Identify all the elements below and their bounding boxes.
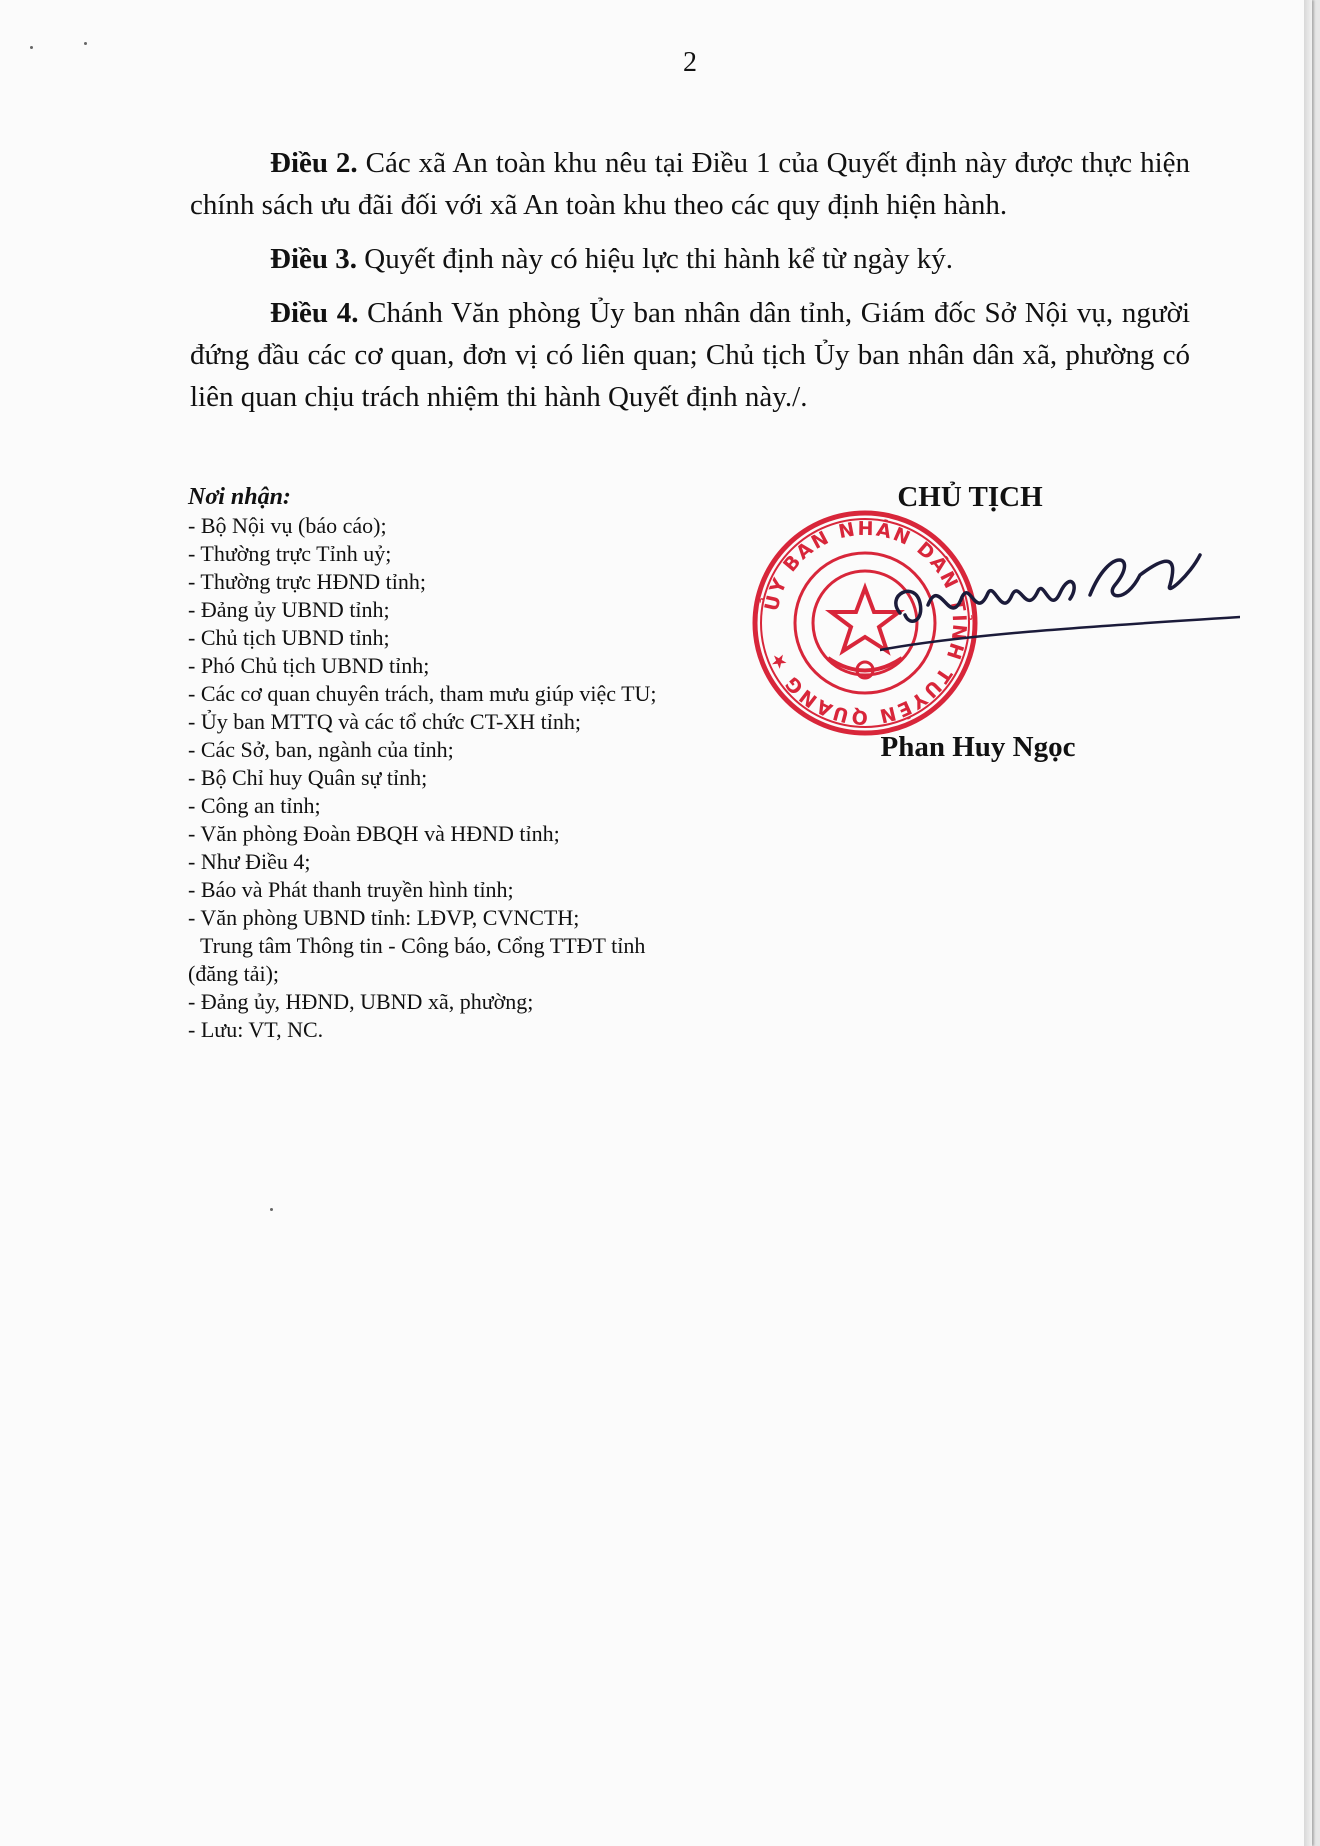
article-3	[190, 238, 1190, 280]
recipient-item: - Thường trực Tỉnh uỷ;	[188, 541, 392, 566]
article-text: Các xã An toàn khu nêu tại Điều 1 của Quyết định này được thực hiện chính sách ưu đãi đối với xã An toàn khu theo các quy định hiện hành.	[190, 147, 1190, 221]
scan-speck	[270, 1208, 273, 1211]
recipient-item: - Lưu: VT, NC.	[188, 1017, 324, 1042]
recipient-item: - Đảng ủy UBND tỉnh;	[188, 597, 390, 622]
recipient-item: - Thường trực HĐND tỉnh;	[188, 569, 426, 594]
article-label: Điều 3.	[270, 243, 357, 275]
article-2	[190, 142, 1190, 226]
recipient-item: Trung tâm Thông tin - Công báo, Cổng TTĐT tỉnh	[200, 933, 646, 958]
recipient-item: - Bộ Chỉ huy Quân sự tỉnh;	[188, 765, 428, 790]
recipient-item: - Các cơ quan chuyên trách, tham mưu giúp việc TU;	[188, 681, 657, 706]
recipients-block	[188, 482, 748, 1044]
article-text: Chánh Văn phòng Ủy ban nhân dân tỉnh, Giám đốc Sở Nội vụ, người đứng đầu các cơ quan, đơn vị có liên quan; Chủ tịch Ủy ban nhân dân xã, phường có liên quan chịu trách nhiệm thi hành Quyết định này./.	[190, 297, 1190, 413]
signer-name: Phan Huy Ngọc	[880, 731, 1076, 763]
recipient-item: (đăng tải);	[188, 961, 280, 986]
page-edge	[1304, 0, 1312, 1846]
article-text: Quyết định này có hiệu lực thi hành kể từ ngày ký.	[357, 243, 954, 275]
article-label: Điều 4.	[270, 297, 359, 329]
recipient-item: - Như Điều 4;	[188, 849, 311, 874]
article-label: Điều 2.	[270, 147, 358, 179]
recipient-item: - Công an tỉnh;	[188, 793, 321, 818]
recipient-item: - Phó Chủ tịch UBND tỉnh;	[188, 653, 430, 678]
recipient-item: - Văn phòng Đoàn ĐBQH và HĐND tỉnh;	[188, 821, 560, 846]
recipient-item: - Chủ tịch UBND tỉnh;	[188, 625, 390, 650]
svg-text:ỦY BAN NHÂN DÂN TỈNH TUYÊN QUA: ỦY BAN NHÂN DÂN TỈNH TUYÊN QUANG ★	[760, 517, 971, 729]
recipient-item: - Ủy ban MTTQ và các tổ chức CT-XH tỉnh;	[188, 709, 581, 734]
recipients-title: Nơi nhận:	[188, 484, 291, 510]
recipient-item: - Bộ Nội vụ (báo cáo);	[188, 513, 387, 538]
recipient-item: - Đảng ủy, HĐND, UBND xã, phường;	[188, 989, 534, 1014]
recipient-item: - Các Sở, ban, ngành của tỉnh;	[188, 737, 454, 762]
recipient-item: - Văn phòng UBND tỉnh: LĐVP, CVNCTH;	[188, 905, 580, 930]
recipient-item: - Báo và Phát thanh truyền hình tỉnh;	[188, 877, 514, 902]
decision-articles	[190, 142, 1190, 430]
handwritten-signature-icon	[880, 535, 1240, 655]
page-number: 2	[683, 47, 697, 78]
article-4	[190, 292, 1190, 418]
signer-title: CHỦ TỊCH	[897, 481, 1043, 513]
scan-speck	[84, 42, 87, 45]
